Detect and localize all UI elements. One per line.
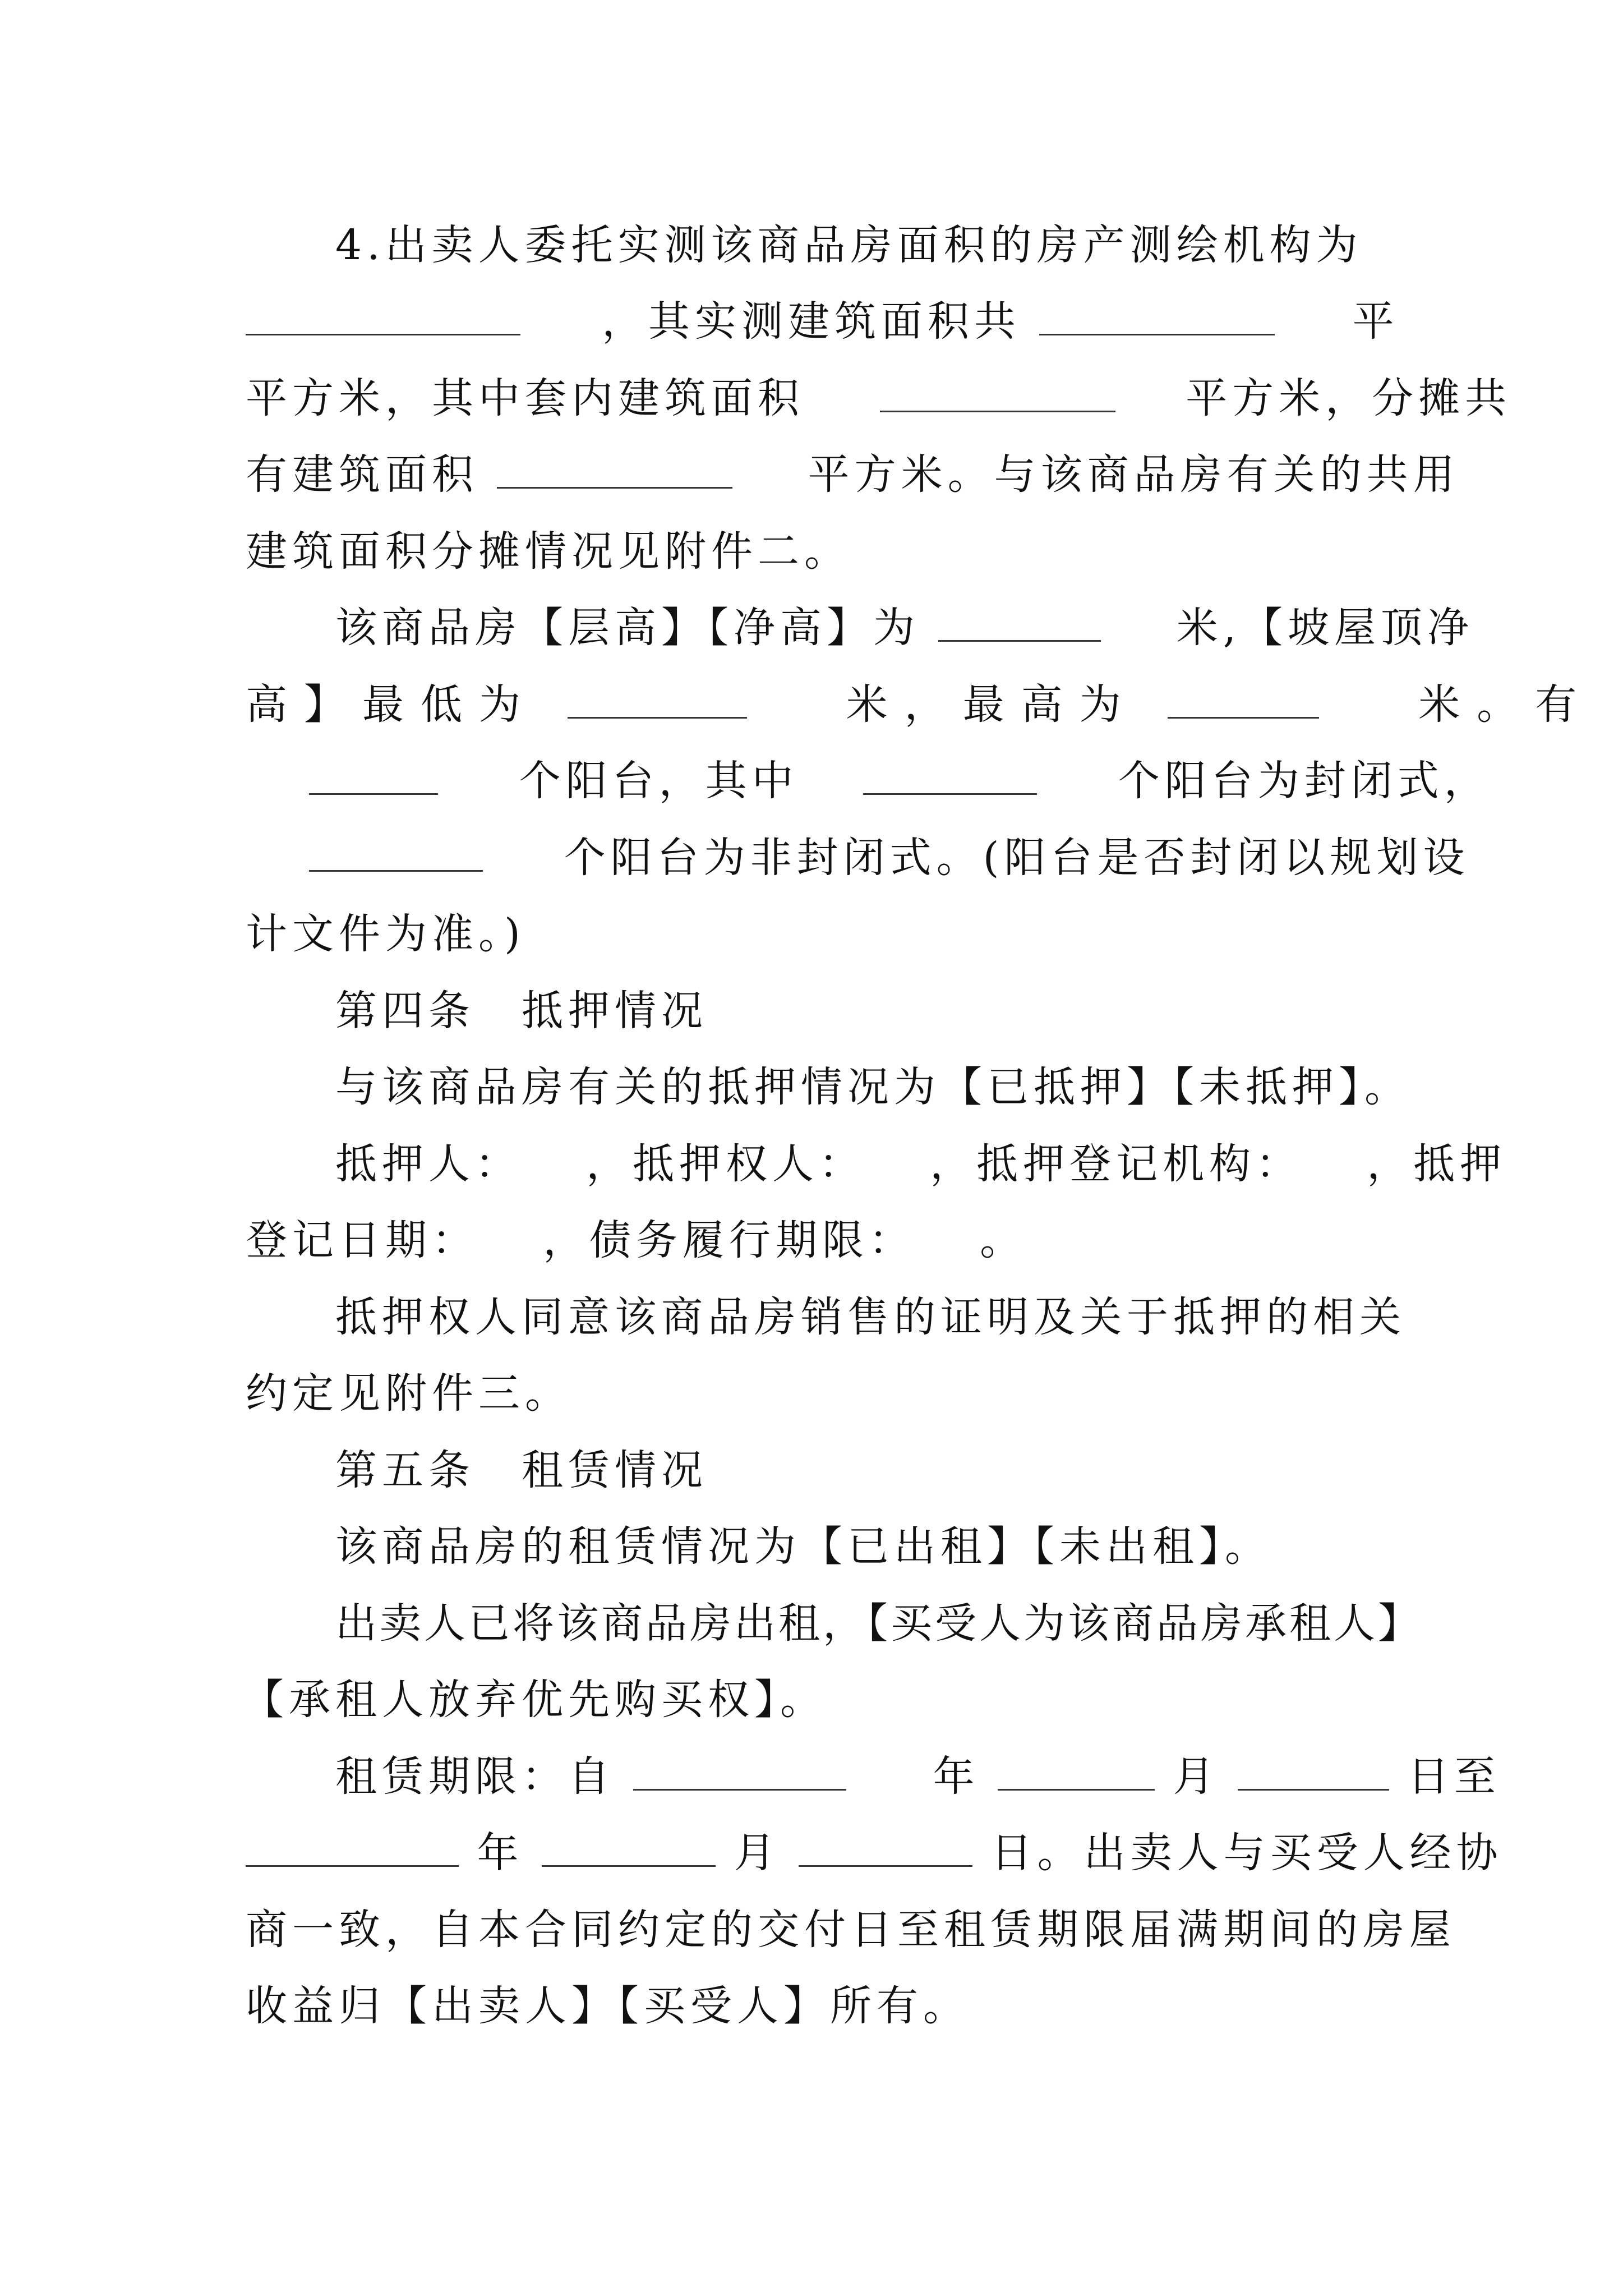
year-label: 年	[933, 1752, 980, 1801]
closed-balcony-text: 个阳台为封闭式，	[1118, 757, 1491, 805]
lease-end-year-blank	[246, 1836, 459, 1867]
mortgage-status: 与该商品房有关的抵押情况为【已抵押】【未抵押】。	[335, 1063, 1411, 1111]
year-label-2: 年	[477, 1829, 524, 1877]
shared-area-blank	[497, 458, 732, 489]
text-line	[246, 206, 1390, 284]
text-line	[246, 1584, 1422, 1663]
lease-start-day-blank	[1238, 1760, 1389, 1791]
min-height-blank	[568, 688, 747, 719]
text-line	[246, 1967, 1390, 2045]
text-line	[246, 1201, 1390, 1280]
text-line	[246, 435, 1460, 514]
registration-date-label: 登记日期：	[246, 1216, 478, 1264]
lease-end-month-blank	[542, 1836, 716, 1867]
internal-area-blank	[880, 381, 1115, 412]
surveying-agency-blank	[246, 305, 520, 335]
text-line	[246, 665, 1594, 744]
day-to-label: 日至	[1407, 1752, 1501, 1801]
text-line: ，其实测建筑面积共 平	[246, 282, 1390, 361]
internal-area-label: 平方米，其中套内建筑面积	[246, 374, 804, 422]
income-owner-text: 收益归【出卖人】【买受人】所有。	[246, 1982, 970, 2030]
article-4-heading: 第四条 抵押情况	[335, 987, 708, 1035]
shared-area-label-2: 有建筑面积	[246, 450, 478, 499]
text-line	[246, 895, 1390, 973]
mortgagee-consent: 抵押权人同意该商品房销售的证明及关于抵押的相关	[335, 1293, 1406, 1341]
annex-2-reference: 建筑面积分摊情况见附件二。	[246, 527, 851, 576]
text-line	[246, 1278, 1406, 1356]
open-balcony-text: 个阳台为非封闭式。(阳台是否封闭以规划设	[564, 834, 1470, 882]
text-line	[246, 972, 1390, 1050]
article-5-heading: 第五条 租赁情况	[335, 1446, 708, 1494]
text-line	[246, 1507, 1390, 1586]
lessee-option: 出卖人已将该商品房出租，【买受人为该商品房承租人】	[335, 1599, 1422, 1648]
text-line	[246, 1737, 1501, 1816]
lease-status: 该商品房的租赁情况为【已出租】【未出租】。	[335, 1522, 1271, 1571]
text-line	[246, 742, 1491, 820]
mortgage-label-tail: ，抵押	[1367, 1140, 1507, 1188]
income-period-text: 商一致，自本合同约定的交付日至租赁期限届满期间的房屋	[246, 1906, 1456, 1954]
max-height-label: 米，最高为	[846, 680, 1138, 729]
preemption-waiver: 【承租人放弃优先购买权】。	[242, 1676, 827, 1724]
floor-height-blank	[938, 611, 1101, 642]
mortgage-agency-label: ，抵押登记机构：	[930, 1140, 1303, 1188]
shared-area-label: 平方米，分摊共	[1186, 374, 1512, 422]
text-line	[246, 1354, 1390, 1433]
month-label: 月	[1173, 1752, 1220, 1801]
lease-term-label: 租赁期限：自	[335, 1752, 615, 1801]
annex-3-reference: 约定见附件三。	[246, 1369, 571, 1418]
clause-4-text: 4.出卖人委托实测该商品房面积的房产测绘机构为	[335, 221, 1363, 269]
lease-start-month-blank	[998, 1760, 1155, 1791]
text-line	[246, 1431, 1390, 1510]
debt-term-label: ，债务履行期限：	[543, 1216, 916, 1264]
period-mark: 。	[980, 1216, 1027, 1264]
closed-balcony-label: 个阳台，其中	[519, 757, 799, 805]
lease-end-day-blank	[799, 1836, 972, 1867]
planning-note: 计文件为准。)	[246, 910, 525, 958]
text-line	[246, 1814, 1503, 1892]
month-label-2: 月	[734, 1829, 781, 1877]
text-line	[246, 1890, 1456, 1969]
min-height-label: 高】最低为	[246, 680, 537, 729]
lease-start-year-blank	[633, 1760, 846, 1791]
text-line	[246, 359, 1512, 438]
text-line	[246, 1125, 1507, 1203]
agreement-text: 日。出卖人与买受人经协	[990, 1829, 1503, 1877]
measured-area-label: ，其实测建筑面积共	[602, 297, 1021, 346]
open-balcony-blank	[309, 841, 483, 872]
text-line	[242, 1660, 1386, 1739]
balcony-total-blank	[309, 764, 438, 795]
shared-area-note: 平方米。与该商品房有关的共用	[808, 450, 1460, 499]
max-height-blank	[1168, 688, 1319, 719]
balcony-count-label: 米。有	[1418, 680, 1594, 729]
text-line	[246, 818, 1470, 897]
measured-area-blank	[1039, 305, 1275, 335]
closed-balcony-blank	[863, 764, 1037, 795]
text-line	[246, 512, 1390, 591]
text-line	[246, 588, 1474, 667]
text-line	[246, 1048, 1411, 1126]
mortgagee-label: ，抵押权人：	[586, 1140, 866, 1188]
floor-height-label: 该商品房【层高】【净高】为	[335, 604, 920, 652]
mortgagor-label: 抵押人：	[335, 1140, 522, 1188]
slope-roof-label: 米,【坡屋顶净	[1176, 604, 1474, 652]
